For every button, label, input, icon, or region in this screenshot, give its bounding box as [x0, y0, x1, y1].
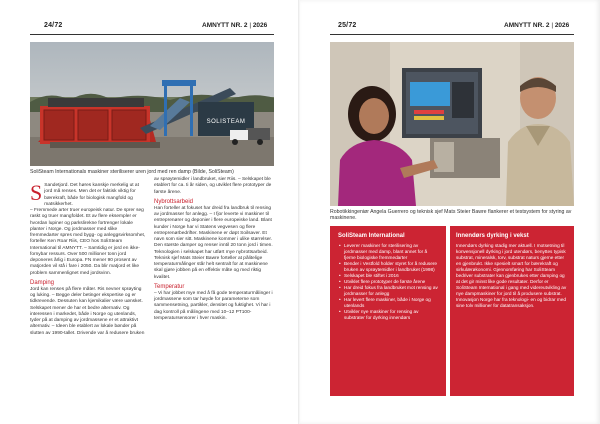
info-box-title: Innendørs dyrking i vekst — [456, 233, 529, 239]
magazine-header: AMNYTT NR. 2 | 2026 — [504, 22, 570, 29]
info-box-item: • Utviklet flere prototyper de første årene — [344, 279, 440, 285]
container-sign: SOLISTEAM — [206, 119, 246, 125]
lab-photo-illustration — [330, 42, 574, 206]
header-rule — [330, 34, 574, 35]
article-body: – Fremmede arter truer europeisk natur. De sprer seg raskt og truer mangfoldet. Et av flere eksempler er hvordan lupiner og parkslirekne fortrenger lokale planter i Norge. Og jordmasser med slike fremmedarter spres med bygg- og anleggsvirksomhet, forteller Ken Roar Riis, CEO hos SoliSteam International til AMNYTT. – Samtidig er jord en ikke-fornybar ressurs. Over 500 millioner tonn jord deponeres årlig i Europa. FN mener 90 prosent av matjorden vil stå i fare i 2050. Da blir matjord et like problem sammenlignet med jordsvinn. — [30, 208, 146, 276]
magazine-year: 2026 — [252, 22, 268, 29]
subheading-damping: Damping — [30, 279, 55, 286]
info-box-item: • Utvikler nye maskiner for rensing av substrater for dyrking innendørs — [344, 309, 440, 321]
subheading-nybrottsarbeid: Nybrottsarbeid — [154, 198, 194, 205]
article-column-1 — [30, 180, 146, 337]
header-rule — [30, 34, 274, 35]
dropcap: S — [30, 180, 43, 205]
magazine-header: AMNYTT NR. 2 | 2026 — [202, 22, 268, 29]
magazine-name: AMNYTT NR. 2 — [202, 22, 248, 29]
page-number: 25/72 — [338, 22, 357, 29]
info-box-item: • Selskapet ble stiftet i 2016 — [344, 273, 440, 279]
subheading-temperatur: Temperatur — [154, 283, 185, 290]
steam-machine-photo — [30, 42, 274, 166]
article-body-damping: Jord kan renses på flere måter. Ris nevner sprøyting og luking. – Begge deler betinger ekspertise og er tidkrevende. Dessuten kan kjemikalier være uønsket. Selskapet mener de har et bedre alternativ. Og interessen i markedet, både i Norge og utenlands, tyder på at damping av jordmassene er et attraktivt alternativ. – Ideen ble etablert av lokale bønder på slutten av 1990-tallet. Drivende var å redusere bruken — [30, 286, 145, 336]
info-box-item: • Leverer maskiner for sterilisering av jordmasser med damp, blant annet for å fjerne biologiske fremmedarter — [344, 243, 440, 261]
photo-caption: Robotikkingeniør Angela Guerrero og teknisk sjef Mats Steier Bawre flankerer et testsystem for styring av maskinene. — [330, 209, 572, 222]
right-page — [300, 0, 600, 424]
page-number: 24/72 — [44, 22, 63, 29]
article-column-2 — [154, 177, 274, 322]
article-body-nybrott: Han forteller at fokuset har dreid fra landbruk til rensing av jordmasser for anlegg. – I fjor leverte vi maskiner til entreprenører og deponier i flere europeiske land. Blant kunder i Norge har vi Statens vegvesen og flere entreprenørbedrifter. Maskinene er døpt Soilsaver. Et navn som sier sitt. Maskinene kommer i ulike størrelser. Den største damper og renser inntil 20 tonn jord i timen. Teknologien i selskapet har utført mye nybrottsarbeid. Teknisk sjef Mats Steier Bawre forteller at pålitelige temperaturmålinger står helt sentralt for at maskinene skal gjøre jobben på en effektiv måte og med riktig kvalitet. — [154, 205, 273, 280]
info-box-item: • Bender i Vestfold holder styret for å redusere bruken av sprøytemidler i landbruket (1998) — [344, 261, 440, 273]
lab-photo — [330, 42, 574, 206]
article-body-continued: av sprøytemidler i landbruket, sier Riis. – Selskapet ble etablert for ca. ti år siden, og utviklet flere prototyper de første årene. — [154, 177, 272, 195]
photo-caption: SoliSteam Internationals maskiner steriliserer uren jord med ren damp (Bilde, SoliSteam) — [30, 169, 234, 175]
article-intro: S Sandetjord. Det høres kanskje merkelig ut at jord må renses. Men det er faktisk viktig for bærekraft, både for biologisk mangfold og matsikkerhet. — [30, 180, 139, 207]
steam-machine-illustration — [30, 42, 274, 166]
info-box-title: SoliSteam International — [338, 233, 405, 239]
info-box-text: Innendørs dyrking stadig mer aktuell. I motsetning til konvensjonell dyrking i jord utendørs, benyttes typisk substrat, mineralsk, torv, substrat naturs gjerne etter en gjenbrukt. Ikke spesielt smart for bærekraft og sirkulærøkonomi. Gjennomføring har SoliSteam bedriver substrater kan gjenbrukes etter damping og at det gir minst like gode resultater. Derfor er SoliSteam International i gang med videreutvikling av nye dampmaskiner for jord til å produsere substrat. Innovasjon Norge har fra teknologi- en og bidrar med sine tolv millioner for datatransaksjon. — [456, 243, 567, 308]
article-body-temperatur: – Vi har jobbet mye med å få gode temperaturmålinger i jordmassene som tar høyde for parameterne som sammensetning, partikler, densitet og fuktighet. Vi har i dag kontroll på målingene med 10–12 PT100-temperatursensorer i hver maskin. — [154, 290, 273, 321]
info-box-solisteam — [330, 226, 446, 396]
info-box-list — [338, 243, 440, 321]
info-box-indoor — [450, 226, 574, 396]
info-box-item: • Har levert flere maskiner, både i Norge og utenlands — [344, 297, 440, 309]
magazine-year: 2026 — [554, 22, 570, 29]
info-box-item: • Har dreid fokus fra landbruket mot rensing av jordmasser for anlegg — [344, 285, 440, 297]
magazine-name: AMNYTT NR. 2 — [504, 22, 550, 29]
